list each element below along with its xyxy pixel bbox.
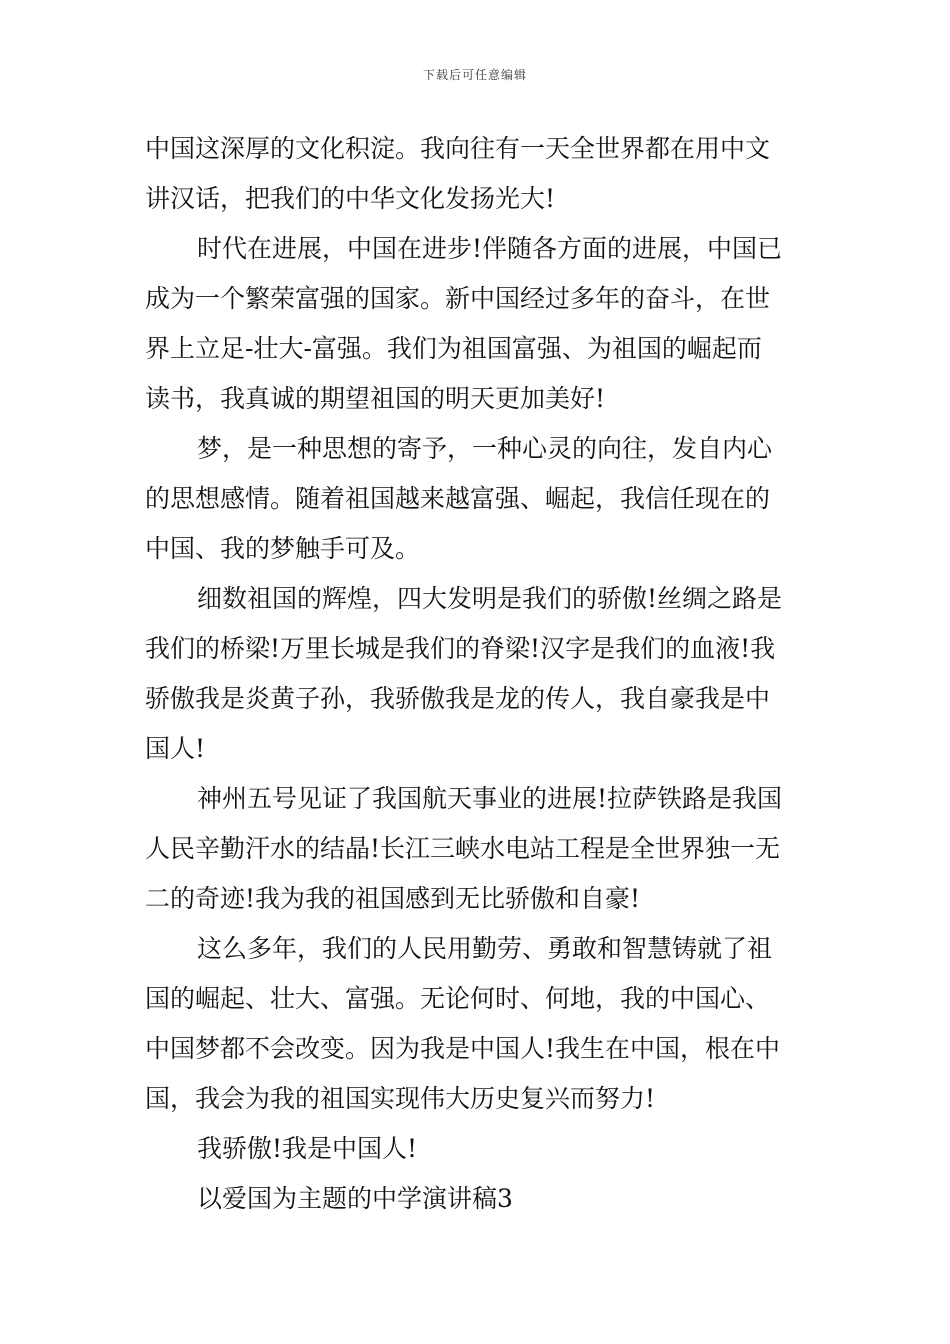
text-line: 讲汉话，把我们的中华文化发扬光大! — [145, 184, 556, 213]
paragraph — [145, 774, 805, 924]
text-line: 界上立足-壮大-富强。我们为祖国富强、为祖国的崛起而 — [145, 334, 762, 363]
text-line: 中国、我的梦触手可及。 — [145, 534, 421, 563]
text-line: 读书，我真诚的期望祖国的明天更加美好! — [145, 384, 606, 413]
page-header: 下载后可任意编辑 — [422, 68, 527, 82]
document-body — [145, 124, 805, 1224]
text-line: 国的崛起、壮大、富强。无论何时、何地，我的中国心、 — [145, 984, 771, 1013]
text-line: 时代在进展，中国在进步!伴随各方面的进展，中国已 — [197, 234, 783, 263]
paragraph — [145, 1124, 805, 1174]
text-line: 人民辛勤汗水的结晶!长江三峡水电站工程是全世界独一无 — [145, 834, 781, 863]
paragraph — [145, 574, 805, 774]
paragraph — [145, 424, 805, 574]
text-line: 的思想感情。随着祖国越来越富强、崛起，我信任现在的 — [145, 484, 771, 513]
text-line: 以爱国为主题的中学演讲稿3 — [197, 1184, 513, 1213]
paragraph — [145, 224, 805, 424]
text-line: 梦，是一种思想的寄予，一种心灵的向往，发自内心 — [197, 434, 773, 463]
text-line: 中国梦都不会改变。因为我是中国人!我生在中国，根在中 — [145, 1034, 781, 1063]
text-line: 二的奇迹!我为我的祖国感到无比骄傲和自豪! — [145, 884, 641, 913]
text-line: 我骄傲!我是中国人! — [197, 1134, 418, 1163]
text-line: 细数祖国的辉煌，四大发明是我们的骄傲!丝绸之路是 — [197, 584, 783, 613]
text-line: 我们的桥梁!万里长城是我们的脊梁!汉字是我们的血液!我 — [145, 634, 776, 663]
text-line: 这么多年，我们的人民用勤劳、勇敢和智慧铸就了祖 — [197, 934, 773, 963]
text-line: 神州五号见证了我国航天事业的进展!拉萨铁路是我国 — [197, 784, 783, 813]
paragraph — [145, 124, 805, 224]
text-line: 国人! — [145, 734, 206, 763]
text-line: 中国这深厚的文化积淀。我向往有一天全世界都在用中文 — [145, 134, 771, 163]
text-line: 国，我会为我的祖国实现伟大历史复兴而努力! — [145, 1084, 656, 1113]
paragraph — [145, 1174, 805, 1224]
text-line: 成为一个繁荣富强的国家。新中国经过多年的奋斗，在世 — [145, 284, 771, 313]
text-line: 骄傲我是炎黄子孙，我骄傲我是龙的传人，我自豪我是中 — [145, 684, 771, 713]
paragraph — [145, 924, 805, 1124]
